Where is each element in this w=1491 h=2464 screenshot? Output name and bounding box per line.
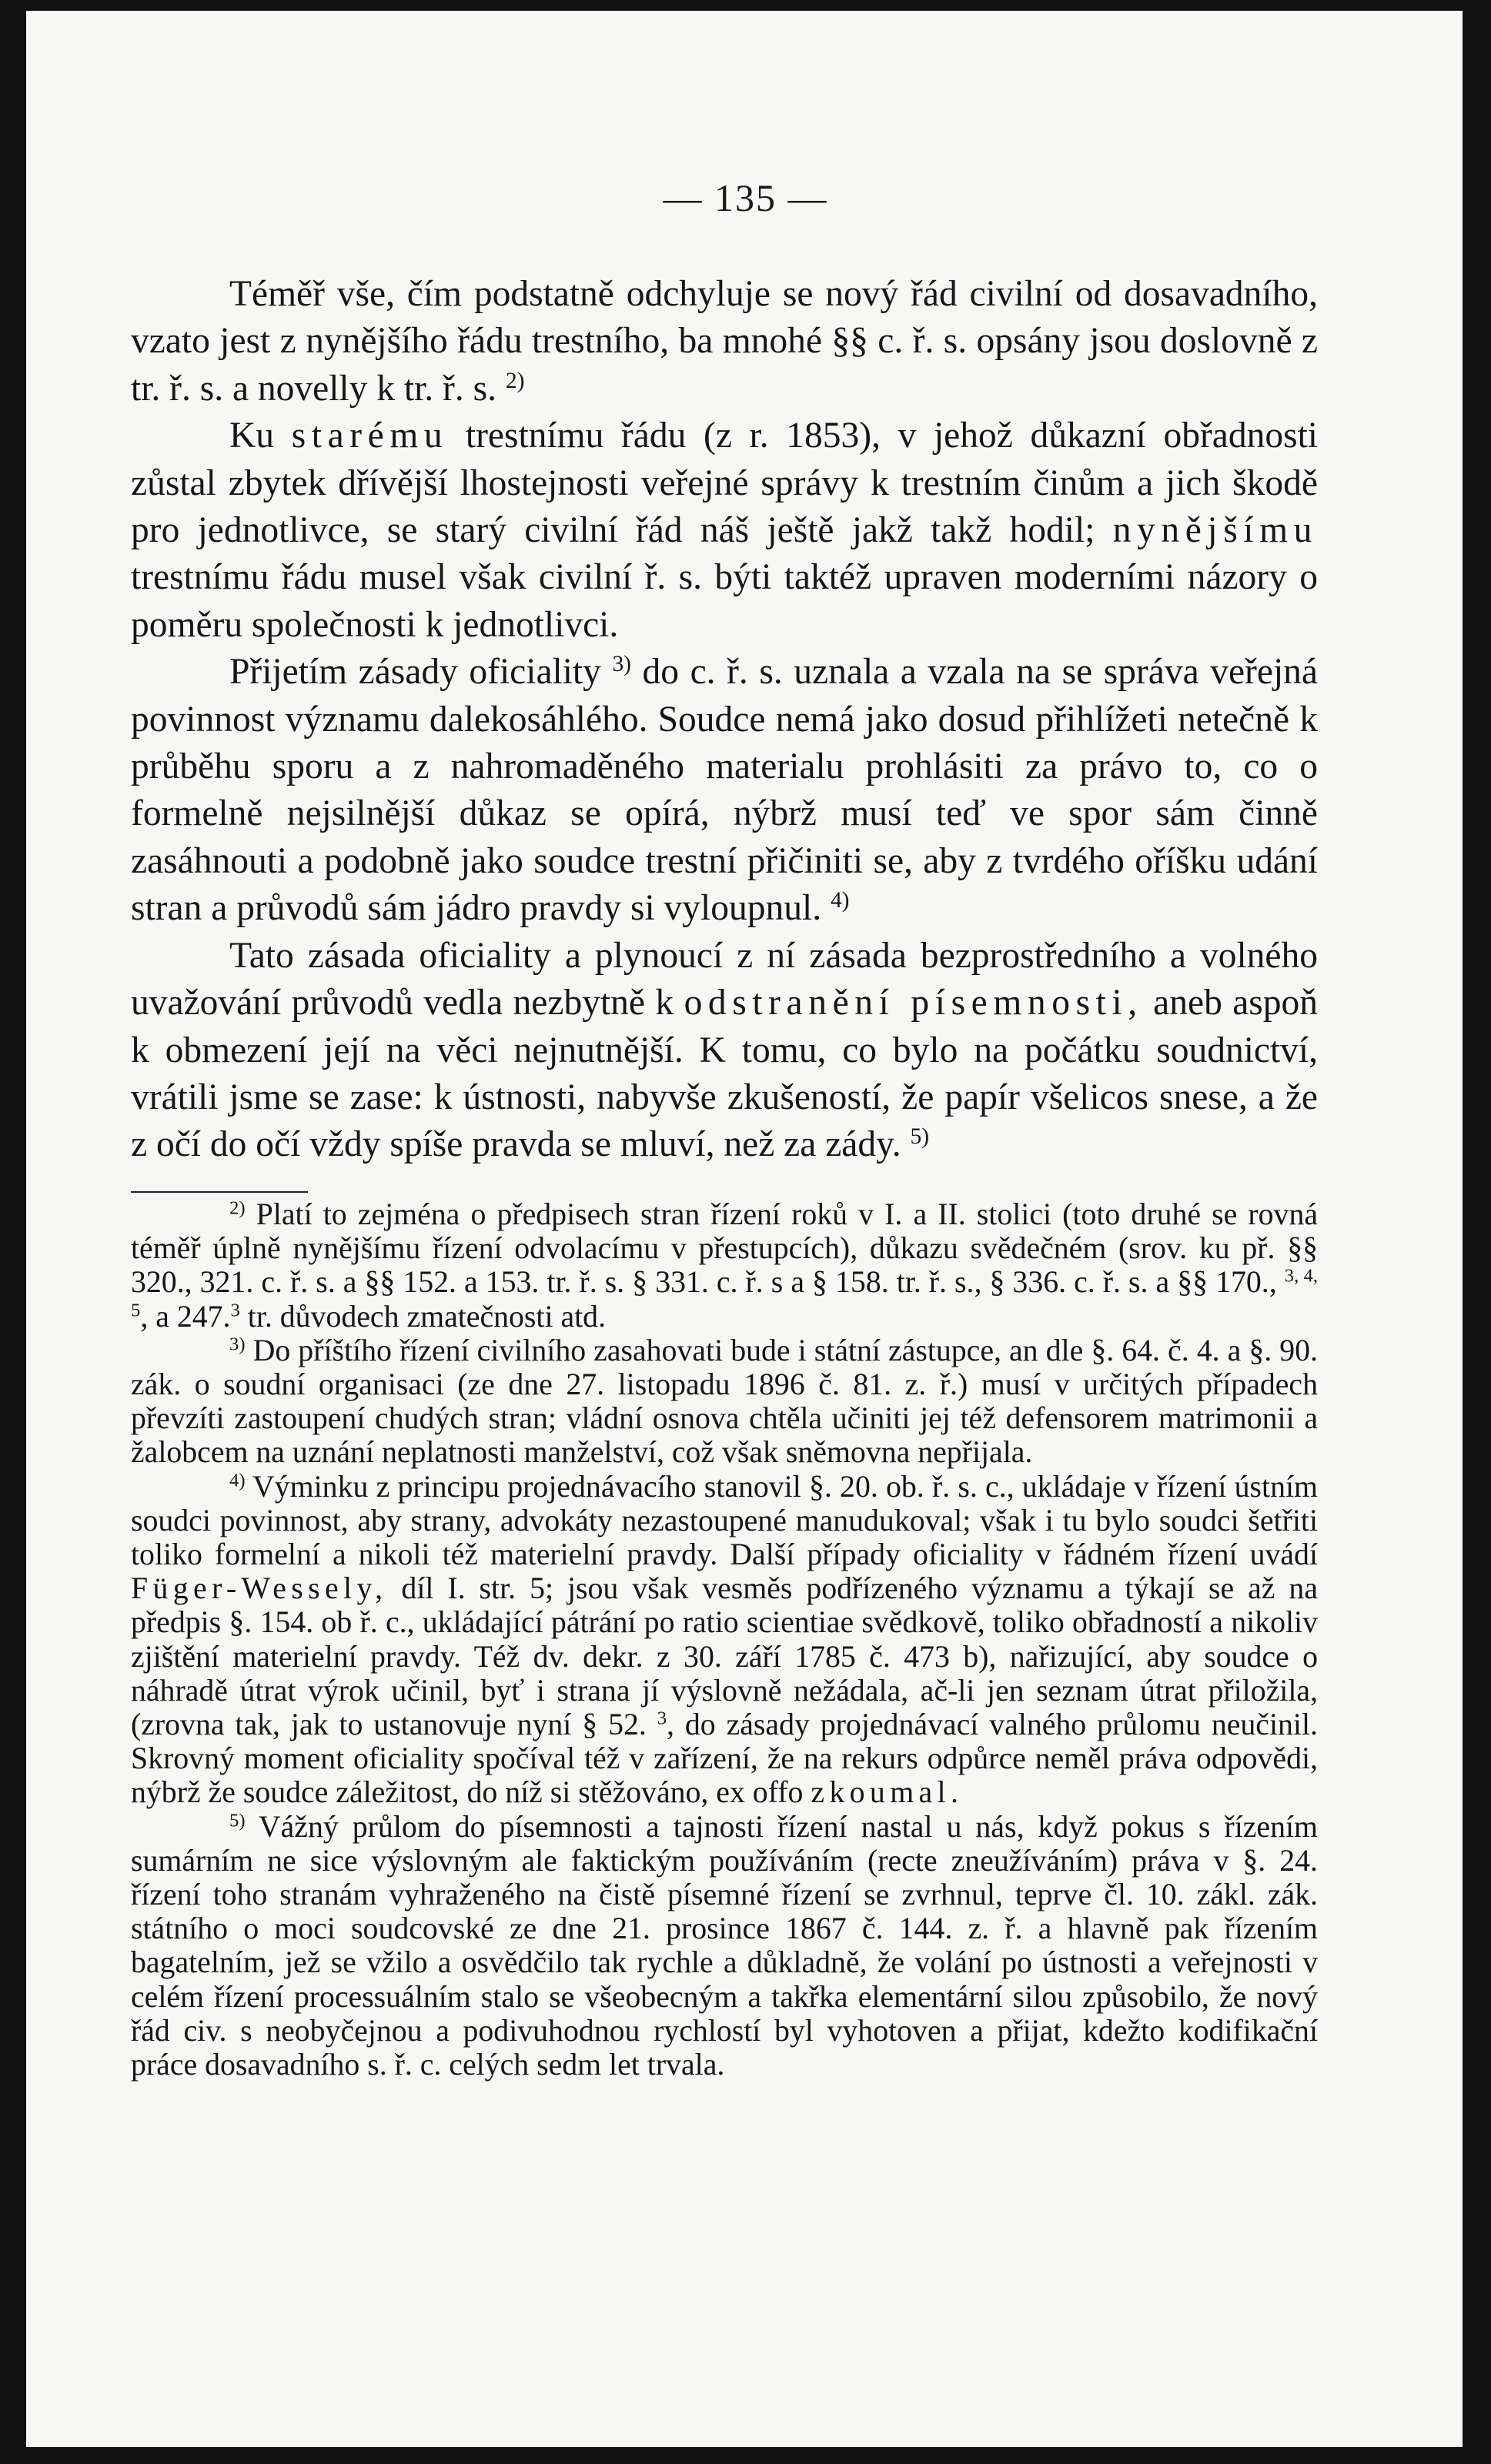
footnote-2-refs: 3, 4, 5 bbox=[131, 1265, 1318, 1321]
footnote-2-text-b: , a 247. bbox=[140, 1299, 231, 1334]
footnote-3 bbox=[131, 1334, 1318, 1470]
footnote-2-ref-b: 3 bbox=[230, 1300, 240, 1321]
spaced-word-nynejsimu: nynějšímu bbox=[1112, 510, 1318, 551]
page-number: — 135 — bbox=[663, 176, 828, 219]
footnote-ref-5: 5) bbox=[910, 1124, 930, 1150]
footnote-2-text: Platí to zejména o předpisech stran řízení roků v I. a II. stolici (toto druhé se rovná téměř úplně nynějšímu řízení odvolacímu v přestupcích), důkazu svědečném (srov. ku př. §§ 320., 321. c. ř. s. a §§ 152. a 153. tr. ř. s. § 331. c. ř. s a § 158. tr. ř. s., § 336. c. ř. s. a §§ 170., bbox=[131, 1197, 1319, 1300]
paragraph-2-text-c: trestnímu řádu (z r. 1853), v jehož důkazní obřadnosti zůstal zbytek dřívější lhostejnosti veřejné správy k trestním činům a jich škodě pro jednotlivce, se starý civilní řád náš ještě jakž takž hodil; bbox=[131, 416, 1319, 551]
paragraph-1-text: Téměř vše, čím podstatně odchyluje se nový řád civilní od dosavadního, vzato jest z nynějšího řádu trestního, ba mnohé §§ c. ř. s. opsány jsou doslovně z tr. ř. s. a novelly k tr. ř. s. bbox=[131, 274, 1318, 409]
spaced-word-zkoumal: zkoumal. bbox=[811, 1775, 964, 1810]
paragraph-3 bbox=[131, 649, 1318, 932]
footnote-4-text-b: díl I. str. 5; jsou však vesměs podřízeného významu a týkají se až na předpis §. 154. ob ř. c., ukládající pátrání po ratio scientiae svědkově, toliko obřadností a nikoliv zjištění materielní pravdy. Též dv. dekr. z 30. září 1785 č. 473 b), nařizující, aby soudce o náhradě útrat výrok učinil, byť i strana jí výslovně nežádala, ač-li jen seznam útrat přiložila, (zrovna tak, jak to ustanovuje nyní § 52. bbox=[131, 1571, 1318, 1742]
footnote-4 bbox=[131, 1470, 1318, 1810]
footnote-divider bbox=[131, 1191, 308, 1193]
paragraph-4-text-c: aneb aspoň k obmezení její na věci nejnutnější. K tomu, co bylo na počátku soudnictví, vrátili jsme se zase: k ústnosti, nabyvše zkušeností, že papír všelicos snese, a že z očí do očí vždy spíše pravda se mluví, než za zády. bbox=[131, 983, 1319, 1165]
spaced-word-staremu: starému bbox=[291, 416, 449, 456]
spaced-words-odstraneni: odstranění písemnosti, bbox=[684, 983, 1143, 1023]
footnote-ref-2: 2) bbox=[505, 368, 525, 393]
footnote-ref-3: 3) bbox=[612, 652, 631, 677]
footnote-5 bbox=[131, 1810, 1318, 2082]
footnote-4-text-a: Výminku z principu projednávacího stanovil §. 20. ob. ř. s. c., ukládaje v řízení ústním soudci povinnost, aby strany, advokáty nezastoupené manudukoval; však i tu bylo soudci šetřiti toliko formelní a nikoli též materielní pravdy. Další případy oficiality v řádném řízení uvádí bbox=[131, 1469, 1318, 1572]
paragraph-4-text-a: Tato zásada oficiality a plynoucí z ní zásada bezprostředního a volného uvažování průvodů vedla nezbytně k bbox=[131, 935, 1318, 1023]
footnote-5-text: Vážný průlom do písemnosti a tajnosti řízení nastal u nás, když pokus s řízením sumárním ne sice výslovným ale faktickým používáním (recte zneužíváním) práva v §. 24. řízení toho stranám vyhraženého na čistě písemné řízení se zvrhnul, teprve čl. 10. zákl. zák. státního o moci soudcovské ze dne 21. prosince 1867 č. 144. z. ř. a hlavně pak řízením bagatelním, jež se vžilo a osvědčilo tak rychle a důkladně, že volání po ústnosti a veřejnosti v celém řízení processuálním stalo se všeobecným a takřka elementární silou způsobilo, že nový řád civ. s neobyčejnou a podivuhodnou rychlostí byl vyhotoven a přijat, kdežto kodifikační práce dosavadního s. ř. c. celých sedm let trvala. bbox=[131, 1809, 1319, 2082]
footnote-3-mark: 3) bbox=[229, 1334, 246, 1355]
footnote-ref-4: 4) bbox=[830, 888, 850, 913]
paragraph-2-text-a: Ku bbox=[229, 416, 275, 456]
footnotes bbox=[131, 1197, 1318, 2082]
footnote-4-ref: 3 bbox=[657, 1708, 667, 1729]
spaced-name-fuger-wessely: Füger-Wessely, bbox=[131, 1571, 388, 1606]
paragraph-1 bbox=[131, 271, 1318, 412]
footnote-2-mark: 2) bbox=[229, 1197, 246, 1219]
paragraph-4 bbox=[131, 933, 1318, 1169]
footnote-2-text-c: tr. důvodech zmatečnosti atd. bbox=[247, 1299, 607, 1334]
paragraph-3-text-a: Přijetím zásady oficiality bbox=[229, 652, 601, 693]
paragraph-2-text-e: trestnímu řádu musel však civilní ř. s. býti taktéž upraven moderními názory o poměru společnosti k jednotlivci. bbox=[131, 557, 1318, 645]
footnote-5-mark: 5) bbox=[229, 1810, 246, 1831]
main-text bbox=[131, 271, 1318, 1169]
footnote-4-mark: 4) bbox=[229, 1470, 246, 1491]
paragraph-3-text-b: do c. ř. s. uznala a vzala na se správa veřejná povinnost významu dalekosáhlého. Soudce nemá jako dosud přihlížeti netečně k průběhu sporu a z nahromaděného materialu prohlásiti za právo to, co o formelně nejsilnější důkaz se opírá, nýbrž musí teď ve spor sám činně zasáhnouti a podobně jako soudce trestní přičiniti se, aby z tvrdého oříšku udání stran a průvodů sám jádro pravdy si vyloupnul. bbox=[131, 652, 1318, 929]
footnote-3-text: Do příštího řízení civilního zasahovati bude i státní zástupce, an dle §. 64. č. 4. a §. 90. zák. o soudní organisaci (ze dne 27. listopadu 1896 č. 81. z. ř.) musí v určitých případech převzíti zastoupení chudých stran; vládní osnova chtěla učiniti jej též defensorem matrimonii a žalobcem na uznání neplatnosti manželství, což však sněmovna nepřijala. bbox=[131, 1333, 1318, 1470]
footnote-2 bbox=[131, 1197, 1318, 1334]
footnote-4-text-c: , do zásady projednávací valného průlomu neučinil. Skrovný moment oficiality spočíval též v zařízení, že na rekurs odpůrce neměl práva odpovědi, nýbrž že soudce záležitost, do níž si stěžováno, ex offo bbox=[131, 1708, 1318, 1810]
paragraph-2 bbox=[131, 412, 1318, 649]
